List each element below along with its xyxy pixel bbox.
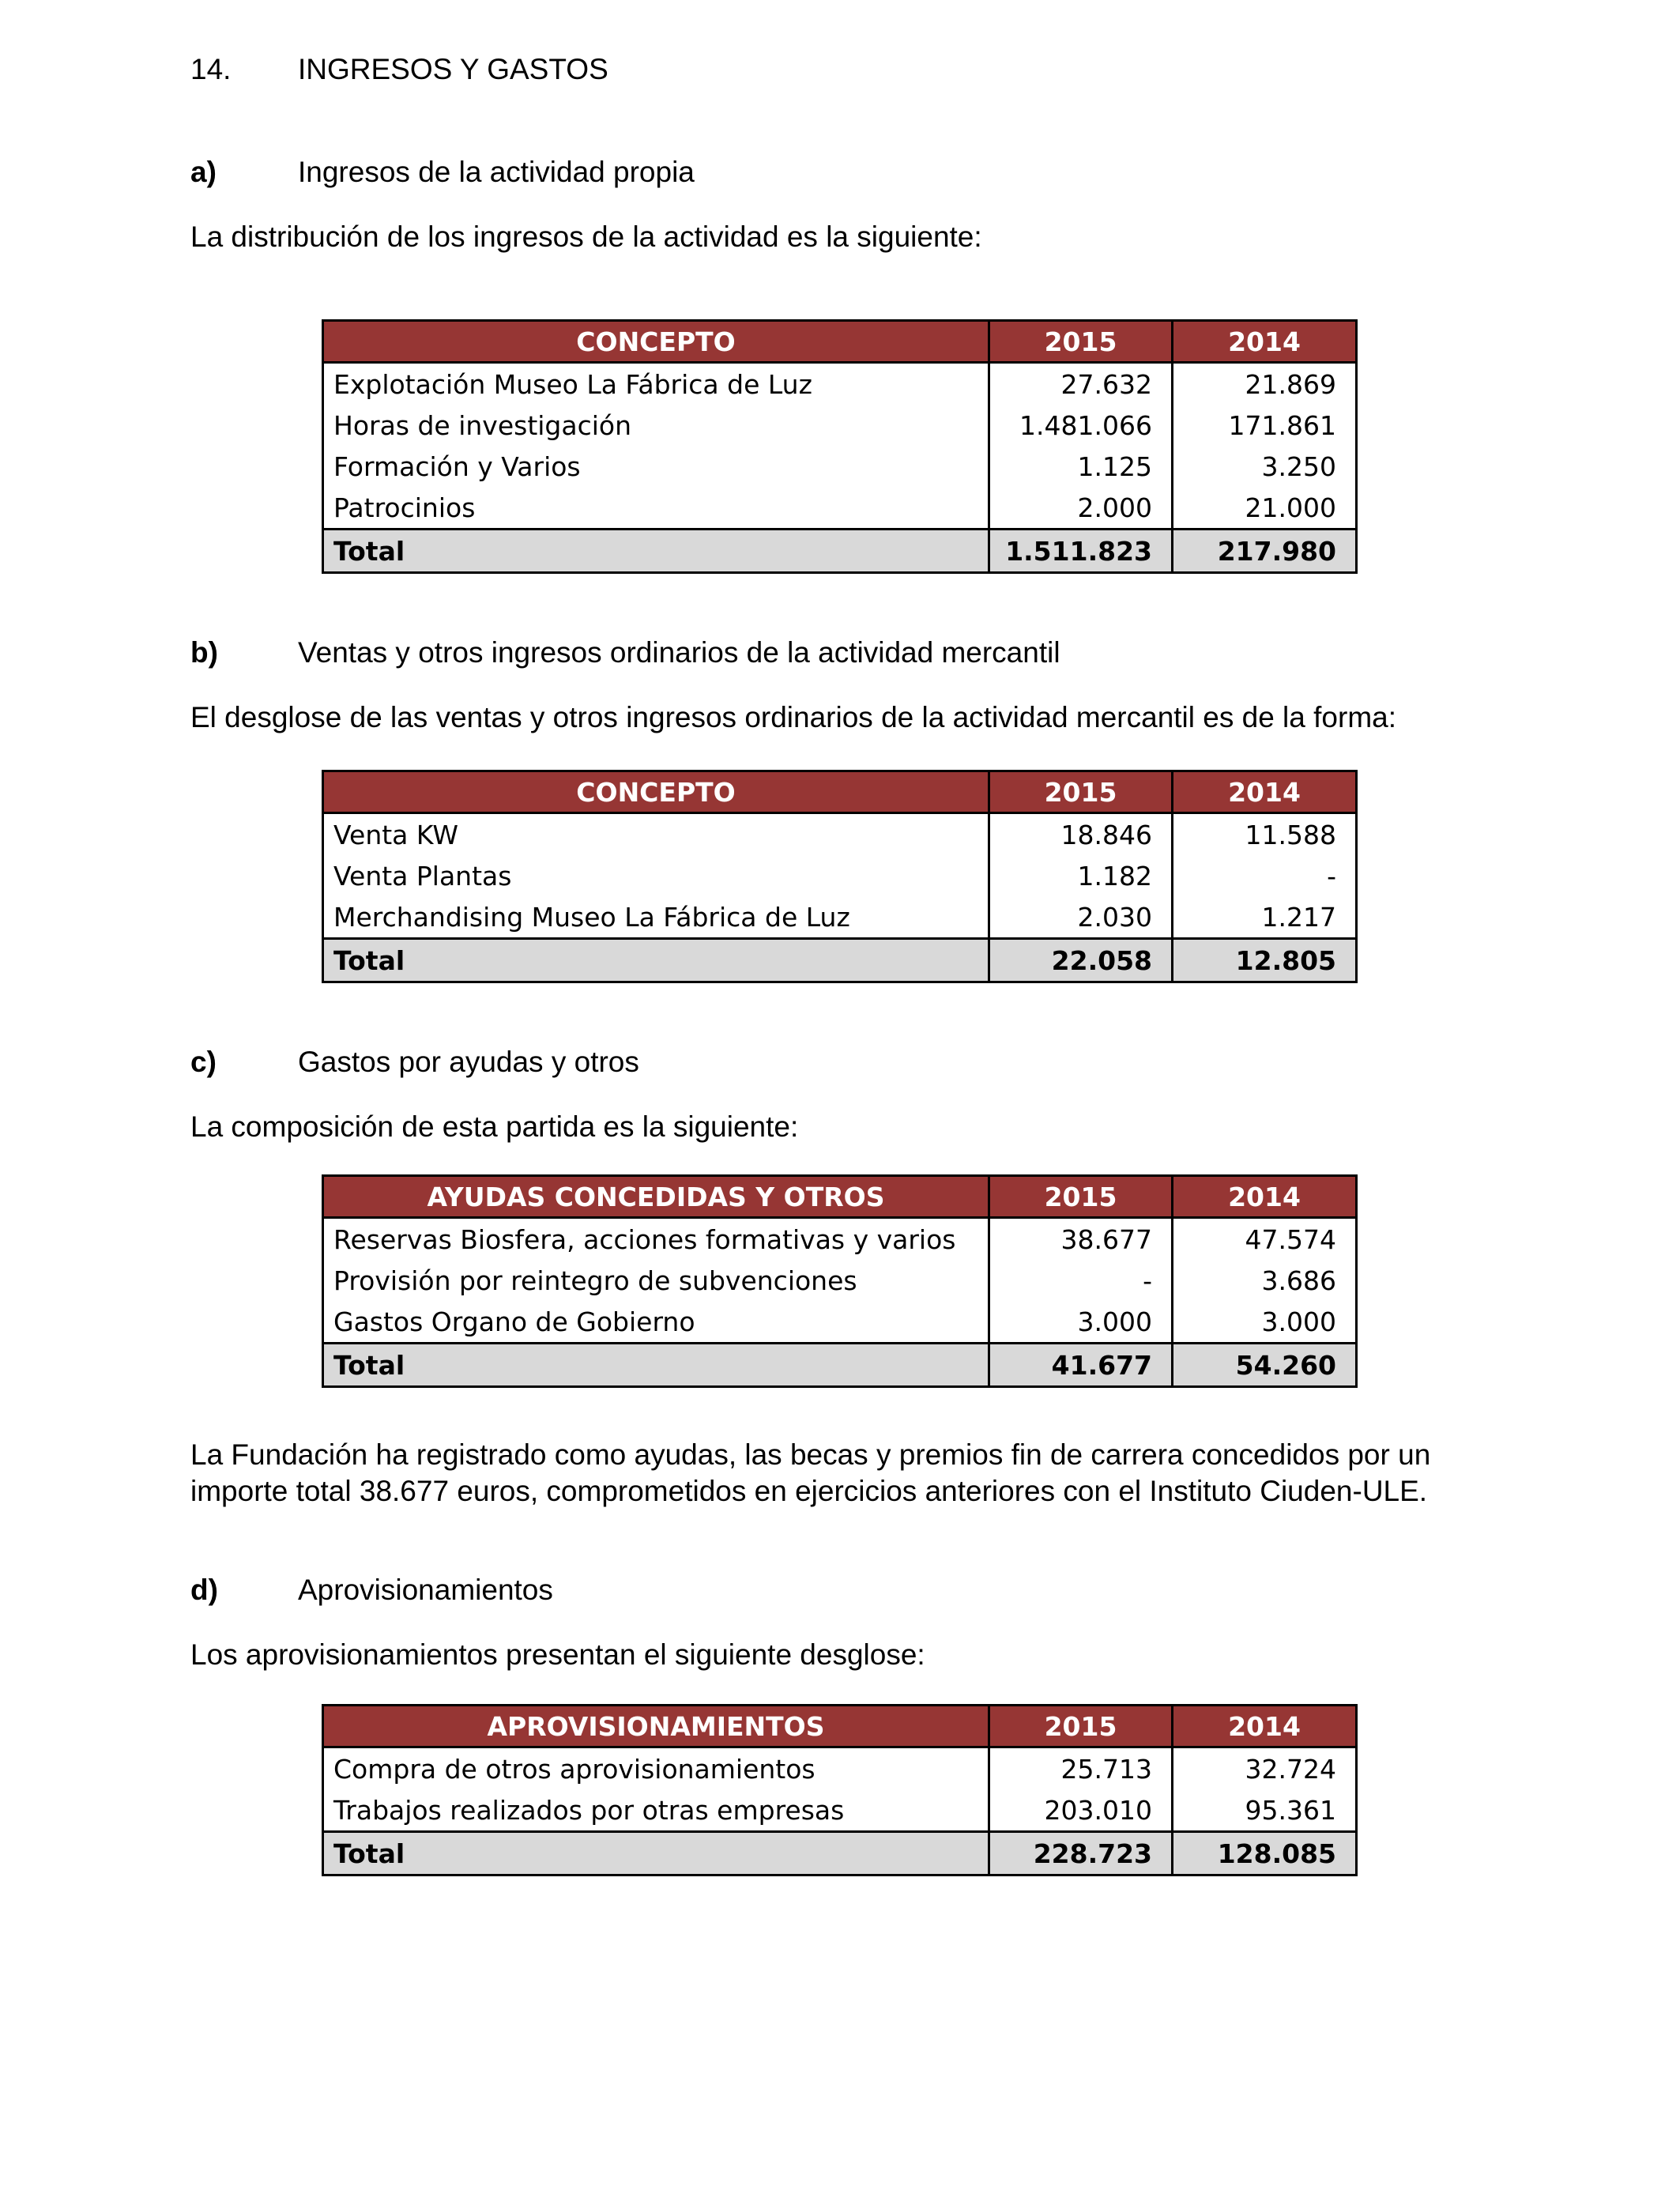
table-row xyxy=(323,487,1357,530)
table-total-row xyxy=(323,939,1357,982)
total-label: Total xyxy=(323,1832,989,1875)
row-value-2015: 1.182 xyxy=(989,855,1173,896)
row-value-2015: 18.846 xyxy=(989,813,1173,856)
total-label: Total xyxy=(323,530,989,573)
row-value-2014: 32.724 xyxy=(1173,1747,1357,1790)
column-header-2015: 2015 xyxy=(989,1706,1173,1747)
table-ventas-ingresos-mercantil xyxy=(322,770,1358,983)
row-value-2015: 2.030 xyxy=(989,896,1173,939)
table-total-row xyxy=(323,1344,1357,1387)
row-concept: Provisión por reintegro de subvenciones xyxy=(323,1260,989,1301)
column-header-concepto: CONCEPTO xyxy=(323,771,989,813)
table-ayudas-concedidas xyxy=(322,1174,1358,1388)
total-value-2015: 1.511.823 xyxy=(989,530,1173,573)
row-concept: Reservas Biosfera, acciones formativas y varios xyxy=(323,1218,989,1261)
row-value-2014: 3.686 xyxy=(1173,1260,1357,1301)
subsection-d-label: d) xyxy=(190,1574,218,1606)
column-header-2015: 2015 xyxy=(989,321,1173,363)
row-value-2014: 3.250 xyxy=(1173,446,1357,487)
row-value-2015: 27.632 xyxy=(989,363,1173,405)
total-value-2014: 217.980 xyxy=(1173,530,1357,573)
table-row xyxy=(323,363,1357,405)
column-header-2014: 2014 xyxy=(1173,1706,1357,1747)
table-aprovisionamientos xyxy=(322,1704,1358,1876)
row-concept: Patrocinios xyxy=(323,487,989,530)
table-row xyxy=(323,446,1357,487)
row-value-2015: 1.481.066 xyxy=(989,405,1173,446)
row-value-2015: 38.677 xyxy=(989,1218,1173,1261)
subsection-a-label: a) xyxy=(190,156,217,188)
column-header-ayudas: AYUDAS CONCEDIDAS Y OTROS xyxy=(323,1176,989,1218)
table-row xyxy=(323,813,1357,856)
total-value-2014: 128.085 xyxy=(1173,1832,1357,1875)
total-label: Total xyxy=(323,1344,989,1387)
table-total-row xyxy=(323,530,1357,573)
row-value-2014: 3.000 xyxy=(1173,1301,1357,1344)
row-concept: Gastos Organo de Gobierno xyxy=(323,1301,989,1344)
total-value-2015: 41.677 xyxy=(989,1344,1173,1387)
table-header-row xyxy=(323,321,1357,363)
total-label: Total xyxy=(323,939,989,982)
row-concept: Horas de investigación xyxy=(323,405,989,446)
total-value-2015: 228.723 xyxy=(989,1832,1173,1875)
subsection-a-title: Ingresos de la actividad propia xyxy=(298,156,695,188)
table-header-row xyxy=(323,1706,1357,1747)
column-header-2015: 2015 xyxy=(989,1176,1173,1218)
subsection-b-intro: El desglose de las ventas y otros ingresos ordinarios de la actividad mercantil es de la forma: xyxy=(190,701,1396,733)
row-value-2015: 203.010 xyxy=(989,1789,1173,1832)
table-row xyxy=(323,1218,1357,1261)
subsection-c-label: c) xyxy=(190,1046,217,1078)
table-row xyxy=(323,896,1357,939)
row-value-2015: - xyxy=(989,1260,1173,1301)
table-row xyxy=(323,1789,1357,1832)
ayudas-note-paragraph: La Fundación ha registrado como ayudas, las becas y premios fin de carrera concedidos por un importe total 38.677 euros, comprometidos en ejercicios anteriores con el Instituto Ciuden-ULE. xyxy=(190,1438,1431,1507)
row-concept: Compra de otros aprovisionamientos xyxy=(323,1747,989,1790)
table-header-row xyxy=(323,1176,1357,1218)
row-value-2014: 21.869 xyxy=(1173,363,1357,405)
row-value-2014: 1.217 xyxy=(1173,896,1357,939)
subsection-c-title: Gastos por ayudas y otros xyxy=(298,1046,639,1078)
subsection-b-title: Ventas y otros ingresos ordinarios de la actividad mercantil xyxy=(298,636,1060,669)
column-header-aprovisionamientos: APROVISIONAMIENTOS xyxy=(323,1706,989,1747)
row-value-2014: 21.000 xyxy=(1173,487,1357,530)
total-value-2014: 12.805 xyxy=(1173,939,1357,982)
table-row xyxy=(323,1260,1357,1301)
row-value-2014: 47.574 xyxy=(1173,1218,1357,1261)
row-value-2014: 11.588 xyxy=(1173,813,1357,856)
total-value-2014: 54.260 xyxy=(1173,1344,1357,1387)
section-title: INGRESOS Y GASTOS xyxy=(298,53,608,85)
total-value-2015: 22.058 xyxy=(989,939,1173,982)
row-concept: Venta KW xyxy=(323,813,989,856)
row-concept: Merchandising Museo La Fábrica de Luz xyxy=(323,896,989,939)
row-value-2014: 171.861 xyxy=(1173,405,1357,446)
subsection-d-title: Aprovisionamientos xyxy=(298,1574,553,1606)
section-number: 14. xyxy=(190,53,232,85)
subsection-a-intro: La distribución de los ingresos de la actividad es la siguiente: xyxy=(190,221,982,253)
subsection-d-intro: Los aprovisionamientos presentan el siguiente desglose: xyxy=(190,1638,925,1671)
table-row xyxy=(323,405,1357,446)
column-header-2014: 2014 xyxy=(1173,1176,1357,1218)
table-ingresos-actividad-propia xyxy=(322,319,1358,574)
row-concept: Formación y Varios xyxy=(323,446,989,487)
row-concept: Trabajos realizados por otras empresas xyxy=(323,1789,989,1832)
row-value-2015: 1.125 xyxy=(989,446,1173,487)
table-row xyxy=(323,1301,1357,1344)
subsection-c-intro: La composición de esta partida es la siguiente: xyxy=(190,1110,799,1143)
table-total-row xyxy=(323,1832,1357,1875)
row-value-2015: 2.000 xyxy=(989,487,1173,530)
row-value-2015: 25.713 xyxy=(989,1747,1173,1790)
table-row xyxy=(323,1747,1357,1790)
column-header-concepto: CONCEPTO xyxy=(323,321,989,363)
subsection-b-label: b) xyxy=(190,636,218,669)
row-value-2014: 95.361 xyxy=(1173,1789,1357,1832)
row-concept: Explotación Museo La Fábrica de Luz xyxy=(323,363,989,405)
row-value-2014: - xyxy=(1173,855,1357,896)
row-concept: Venta Plantas xyxy=(323,855,989,896)
column-header-2014: 2014 xyxy=(1173,321,1357,363)
table-header-row xyxy=(323,771,1357,813)
column-header-2014: 2014 xyxy=(1173,771,1357,813)
table-row xyxy=(323,855,1357,896)
column-header-2015: 2015 xyxy=(989,771,1173,813)
row-value-2015: 3.000 xyxy=(989,1301,1173,1344)
